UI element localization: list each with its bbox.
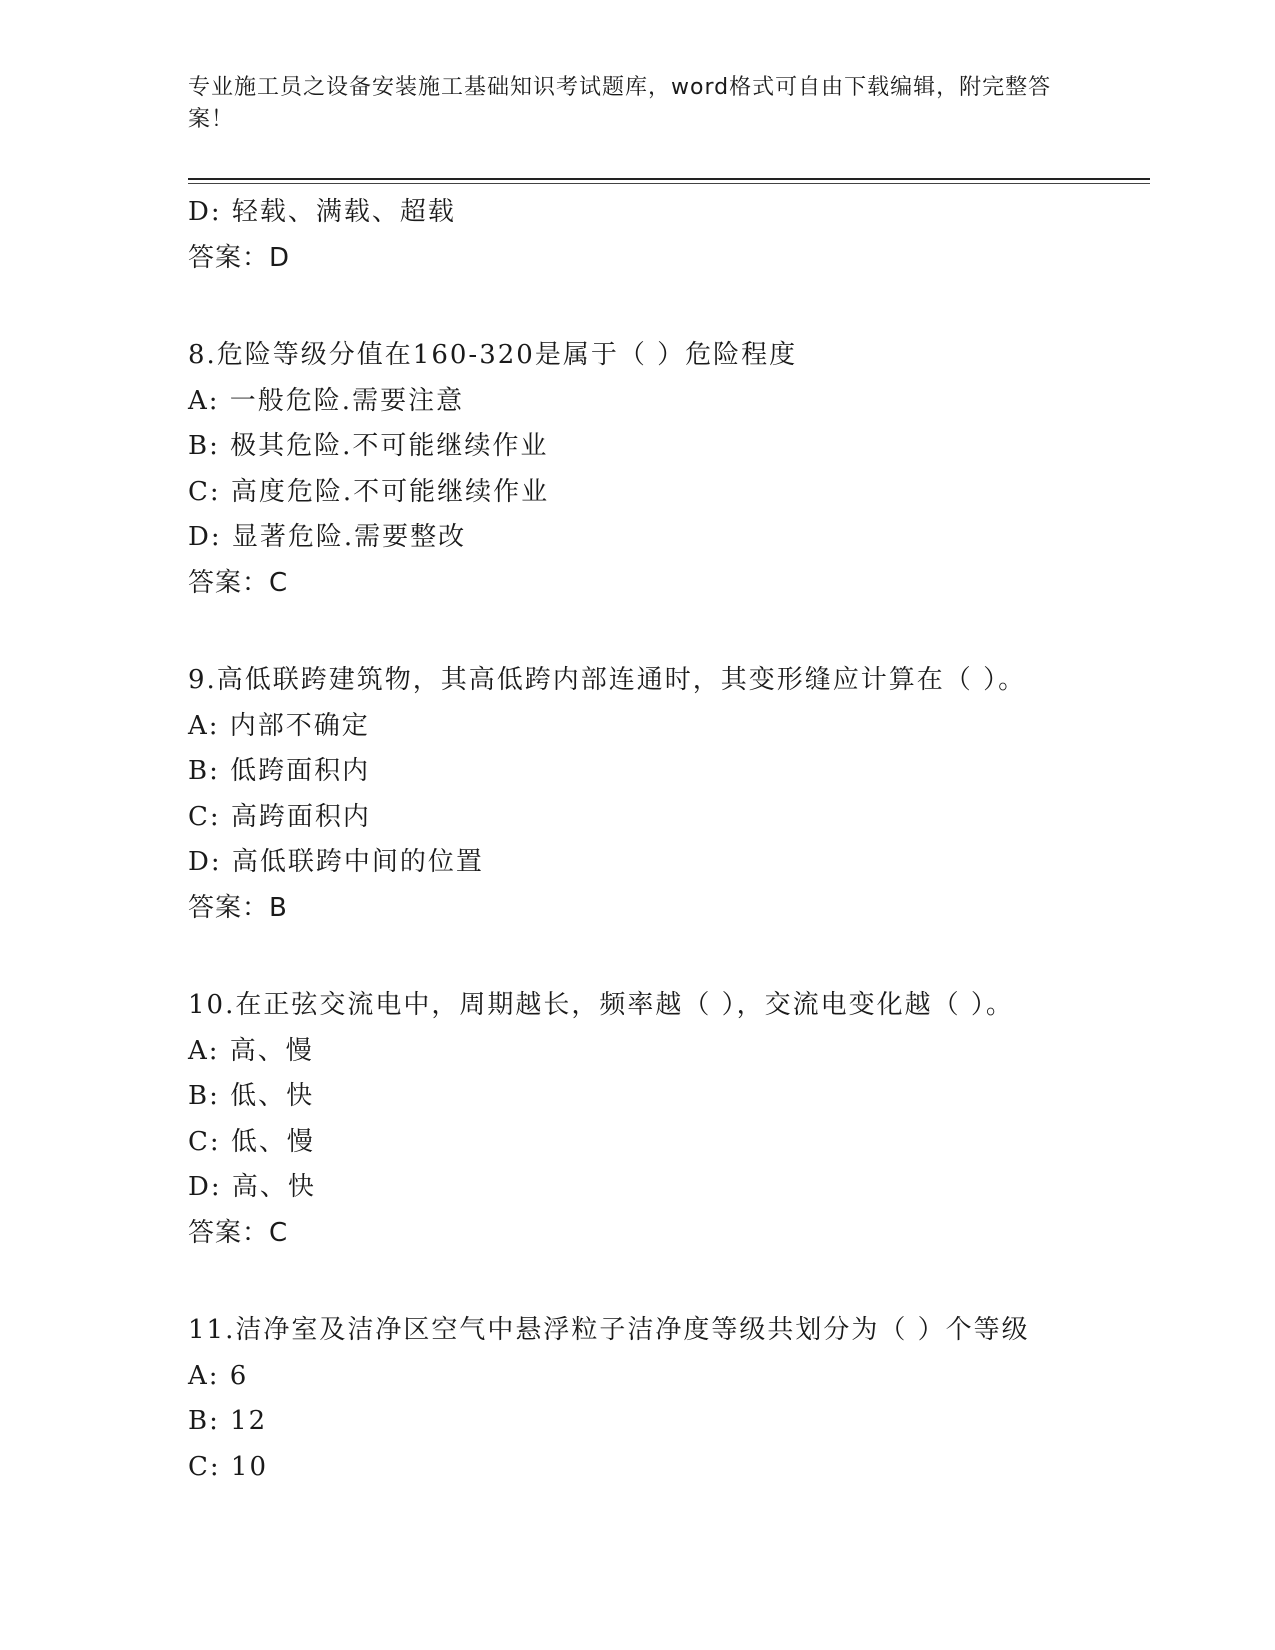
option-a: A: 内部不确定 (188, 710, 370, 741)
option-a: A: 高、慢 (188, 1035, 314, 1066)
answer-line: 答案：C (188, 1217, 289, 1248)
option-a: A: 6 (188, 1360, 249, 1391)
option-c: C: 高跨面积内 (188, 801, 371, 832)
option-d: D: 显著危险.需要整改 (188, 522, 467, 552)
option-b: B: 12 (188, 1406, 268, 1436)
option-b: B: 极其危险.不可能继续作业 (188, 431, 549, 461)
answer-line: 答案：C (188, 567, 289, 598)
question-stem: 8.危险等级分值在160-320是属于（ ）危险程度 (188, 340, 798, 370)
question-stem: 11.洁净室及洁净区空气中悬浮粒子洁净度等级共划分为（ ）个等级 (188, 1315, 1030, 1345)
option-c: C: 10 (188, 1451, 269, 1482)
option-b: B: 低、快 (188, 1081, 315, 1111)
answer-line: 答案：B (188, 892, 288, 923)
question-stem: 9.高低联跨建筑物，其高低跨内部连通时，其变形缝应计算在（ ）。 (188, 665, 1027, 695)
option-d: D: 高、快 (188, 1172, 316, 1202)
document-header: 专业施工员之设备安装施工基础知识考试题库，word格式可自由下载编辑，附完整答案！ (188, 75, 1052, 132)
question-stem: 10.在正弦交流电中，周期越长，频率越（ ），交流电变化越（ ）。 (188, 990, 1014, 1020)
option-b: B: 低跨面积内 (188, 756, 371, 786)
answer-line: 答案：D (188, 242, 291, 273)
question-content (188, 190, 1148, 1490)
option-a: A: 一般危险.需要注意 (188, 385, 465, 416)
header-rule-thin (188, 183, 1150, 184)
option-d: D: 轻载、满载、超载 (188, 197, 456, 227)
option-d: D: 高低联跨中间的位置 (188, 847, 484, 877)
option-c: C: 低、慢 (188, 1126, 315, 1157)
option-c: C: 高度危险.不可能继续作业 (188, 476, 550, 507)
header-rule-thick (188, 178, 1150, 180)
